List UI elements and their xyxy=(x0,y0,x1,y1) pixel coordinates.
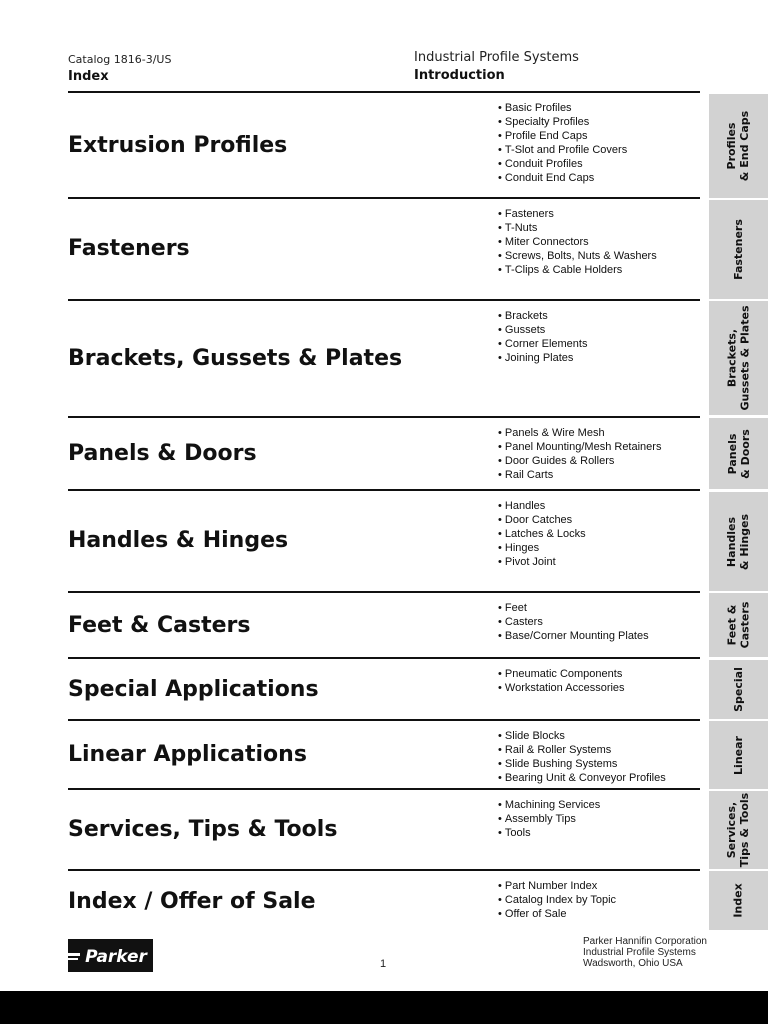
tab-linear[interactable] xyxy=(709,721,768,789)
divider-line xyxy=(68,416,700,418)
topic-item[interactable]: • Screws, Bolts, Nuts & Washers xyxy=(498,249,657,263)
topic-list-panels-doors xyxy=(498,426,661,482)
topic-item[interactable]: • Catalog Index by Topic xyxy=(498,893,616,907)
topic-list-feet-casters xyxy=(498,601,649,643)
topic-item[interactable]: • Conduit End Caps xyxy=(498,171,627,185)
topic-item[interactable]: • Basic Profiles xyxy=(498,101,627,115)
divider-line xyxy=(68,197,700,199)
topic-item[interactable]: • Door Guides & Rollers xyxy=(498,454,661,468)
topic-item[interactable]: • Panels & Wire Mesh xyxy=(498,426,661,440)
topic-item[interactable]: • Rail & Roller Systems xyxy=(498,743,666,757)
topic-item[interactable]: • Slide Bushing Systems xyxy=(498,757,666,771)
section-heading-index-offer-of-sale[interactable]: Index / Offer of Sale xyxy=(68,889,316,914)
header-right xyxy=(414,49,579,85)
tab-profiles-end-caps[interactable] xyxy=(709,94,768,198)
tab-label: Special xyxy=(732,667,745,712)
topic-item[interactable]: • Assembly Tips xyxy=(498,812,600,826)
topic-item[interactable]: • Specialty Profiles xyxy=(498,115,627,129)
topic-item[interactable]: • Corner Elements xyxy=(498,337,587,351)
tab-label: Brackets, Gussets & Plates xyxy=(725,305,752,411)
divider-line xyxy=(68,299,700,301)
topic-item[interactable]: • Door Catches xyxy=(498,513,586,527)
topic-item[interactable]: • T-Clips & Cable Holders xyxy=(498,263,657,277)
section-heading-special-applications[interactable]: Special Applications xyxy=(68,677,319,702)
tab-index[interactable] xyxy=(709,871,768,930)
tab-label: Profiles & End Caps xyxy=(725,110,752,182)
tab-fasteners[interactable] xyxy=(709,200,768,299)
topic-list-fasteners xyxy=(498,207,657,277)
topic-item[interactable]: • Workstation Accessories xyxy=(498,681,625,695)
tab-label: Feet & Casters xyxy=(725,601,752,649)
section-heading-panels-doors[interactable]: Panels & Doors xyxy=(68,441,257,466)
topic-item[interactable]: • Offer of Sale xyxy=(498,907,616,921)
tab-label: Index xyxy=(731,883,745,918)
topic-item[interactable]: • Joining Plates xyxy=(498,351,587,365)
topic-item[interactable]: • Part Number Index xyxy=(498,879,616,893)
bottom-bar xyxy=(0,991,768,1024)
tab-label: Fasteners xyxy=(732,219,746,280)
topic-item[interactable]: • Machining Services xyxy=(498,798,600,812)
address-line: Wadsworth, Ohio USA xyxy=(583,958,683,969)
parker-logo xyxy=(68,939,153,972)
topic-item[interactable]: • Hinges xyxy=(498,541,586,555)
parker-logo-icon xyxy=(68,939,153,972)
topic-item[interactable]: • Profile End Caps xyxy=(498,129,627,143)
topic-list-services xyxy=(498,798,600,840)
tab-special[interactable] xyxy=(709,660,768,719)
topic-item[interactable]: • Miter Connectors xyxy=(498,235,657,249)
topic-item[interactable]: • Conduit Profiles xyxy=(498,157,627,171)
topic-item[interactable]: • Rail Carts xyxy=(498,468,661,482)
tab-label: Services, Tips & Tools xyxy=(725,792,752,868)
section-heading-extrusion-profiles[interactable]: Extrusion Profiles xyxy=(68,133,288,158)
tab-handles-hinges[interactable] xyxy=(709,492,768,591)
product-line: Industrial Profile Systems xyxy=(414,50,579,65)
tab-label: Panels & Doors xyxy=(725,428,752,479)
page-number: 1 xyxy=(380,958,387,970)
topic-list-special xyxy=(498,667,625,695)
topic-item[interactable]: • Base/Corner Mounting Plates xyxy=(498,629,649,643)
topic-list-handles-hinges xyxy=(498,499,586,569)
footer-address xyxy=(583,936,707,969)
topic-item[interactable]: • Tools xyxy=(498,826,600,840)
divider-line xyxy=(68,91,700,93)
tab-label: Linear xyxy=(731,735,745,775)
tab-label: Handles & Hinges xyxy=(725,513,752,570)
topic-item[interactable]: • Pneumatic Components xyxy=(498,667,625,681)
topic-item[interactable]: • Latches & Locks xyxy=(498,527,586,541)
topic-list-extrusion-profiles xyxy=(498,101,627,185)
tab-panels-doors[interactable] xyxy=(709,418,768,489)
topic-item[interactable]: • Pivot Joint xyxy=(498,555,586,569)
chapter-title: Introduction xyxy=(414,68,505,83)
section-heading-fasteners[interactable]: Fasteners xyxy=(68,236,190,261)
topic-item[interactable]: • Fasteners xyxy=(498,207,657,221)
topic-list-brackets xyxy=(498,309,587,365)
section-heading-feet-casters[interactable]: Feet & Casters xyxy=(68,613,251,638)
topic-item[interactable]: • Feet xyxy=(498,601,649,615)
topic-list-linear xyxy=(498,729,666,785)
section-heading-services-tips-tools[interactable]: Services, Tips & Tools xyxy=(68,817,338,842)
logo-wordmark: Parker xyxy=(85,947,147,967)
topic-list-index xyxy=(498,879,616,921)
topic-item[interactable]: • Handles xyxy=(498,499,586,513)
tab-services-tips-tools[interactable] xyxy=(709,791,768,869)
topic-item[interactable]: • Gussets xyxy=(498,323,587,337)
topic-item[interactable]: • Casters xyxy=(498,615,649,629)
topic-item[interactable]: • Slide Blocks xyxy=(498,729,666,743)
topic-item[interactable]: • Brackets xyxy=(498,309,587,323)
address-line: Parker Hannifin Corporation xyxy=(583,936,707,947)
header-left xyxy=(68,52,171,86)
section-heading-handles-hinges[interactable]: Handles & Hinges xyxy=(68,528,289,553)
tab-feet-casters[interactable] xyxy=(709,593,768,657)
topic-item[interactable]: • Bearing Unit & Conveyor Profiles xyxy=(498,771,666,785)
divider-line xyxy=(68,489,700,491)
divider-line xyxy=(68,719,700,721)
tab-brackets-gussets-plates[interactable] xyxy=(709,301,768,415)
catalog-number: Catalog 1816-3/US xyxy=(68,53,172,66)
address-line: Industrial Profile Systems xyxy=(583,947,696,958)
topic-item[interactable]: • Panel Mounting/Mesh Retainers xyxy=(498,440,661,454)
divider-line xyxy=(68,788,700,790)
section-title: Index xyxy=(68,69,109,84)
section-heading-linear-applications[interactable]: Linear Applications xyxy=(68,742,307,767)
topic-item[interactable]: • T-Nuts xyxy=(498,221,657,235)
divider-line xyxy=(68,591,700,593)
divider-line xyxy=(68,869,700,871)
section-heading-brackets-gussets-plates[interactable]: Brackets, Gussets & Plates xyxy=(68,346,403,371)
topic-item[interactable]: • T-Slot and Profile Covers xyxy=(498,143,627,157)
divider-line xyxy=(68,657,700,659)
